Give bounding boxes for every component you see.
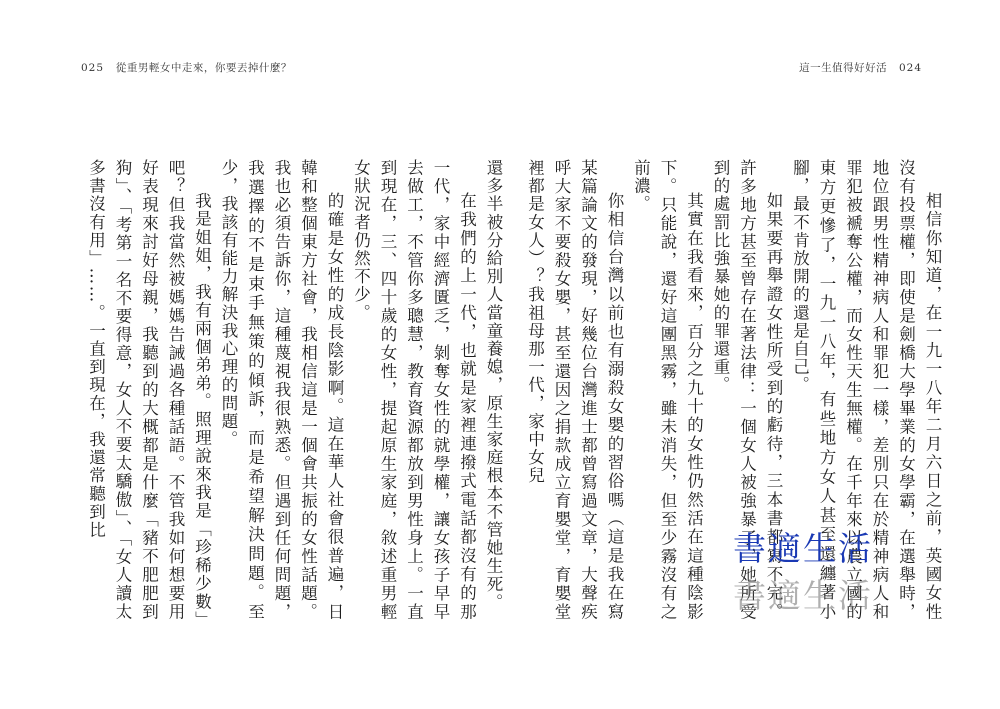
watermark-logo-shadow: 書適生活	[733, 576, 873, 615]
paragraph: 如果要再舉證女性所受到的虧待，三本書都寫不完。許多地方甚至曾存在著法律：一個女人被強暴了，她所受到的處罰比強暴她的罪還重。	[711, 159, 783, 621]
book-title: 這一生值得好好活	[799, 62, 888, 74]
page-header-left	[73, 60, 292, 75]
chapter-title: 從重男輕女中走來，你要丟掉什麼？	[115, 62, 292, 74]
paragraph: 的確是女性的成長陰影啊。這在華人社會很普遍，日韓和整個東方社會，我相信這是一個會共振的女性話題。我也必須告訴你，這種蔑視我很熟悉。但遇到任何問題，我選擇的不是束手無策的傾訴，而是希望解決問題。至少，我該有能力解決我心理的問題。	[219, 159, 344, 621]
page-number-right: 024	[898, 62, 922, 74]
paragraph: 在我們的上一代，也就是家裡連撥式電話都沒有的那一代，家中經濟匱乏，剝奪女性的就學權，讓女孩子早早去做工，不管你多聰慧，教育資源都放到男性身上。一直到現在，三、四十歲的女性，提起原生家庭，敘述重男輕女狀況者仍然不少。	[351, 159, 477, 621]
paragraph: 其實在我看來，百分之九十的女性仍然活在這種陰影下。只能說，還好這團黑霧，雖未消失，但至少霧沒有之前濃。	[631, 159, 704, 621]
left-page-body	[64, 159, 506, 621]
watermark-logo: 書適生活	[733, 529, 873, 568]
paragraph-continuation: 還多半被分給別人當童養媳，原生家庭根本不管她生死。	[484, 159, 503, 612]
paragraph: 你相信台灣以前也有溺殺女嬰的習俗嗎（這是我在寫某篇論文的發現，好幾位台灣進士都曾寫過文章，大聲疾呼大家不要殺女嬰，甚至還因之捐款成立育嬰堂，育嬰堂裡都是女人）？我祖母那一代，家中女兒	[525, 159, 624, 621]
page-header-right	[799, 60, 930, 75]
page-number-left: 025	[81, 62, 105, 74]
paragraph: 我是姐姐，我有兩個弟弟。照理說來我是「珍稀少數」吧？但我當然被媽媽告誡過各種話語。不管我如何想要用好表現來討好母親，我聽到的大概都是什麼「豬不肥肥到狗」、「考第一名不要得意，女人不要太驕傲」、「女人讀太多書沒有用」……。一直到現在，我還常聽到比	[86, 159, 212, 621]
paragraph: 相信你知道，在一九一八年二月六日之前，英國女性沒有投票權，即使是劍橋大學畢業的女學霸，在選舉時，地位跟男性精神病人和罪犯一樣，差別只在於精神病人和罪犯被褫奪公權，而女性天生無權。在千年來以農立國的東方更慘了，一九一八年，有些地方女人甚至還纏著小腳，最不肯放開的還是自己。	[790, 159, 942, 621]
